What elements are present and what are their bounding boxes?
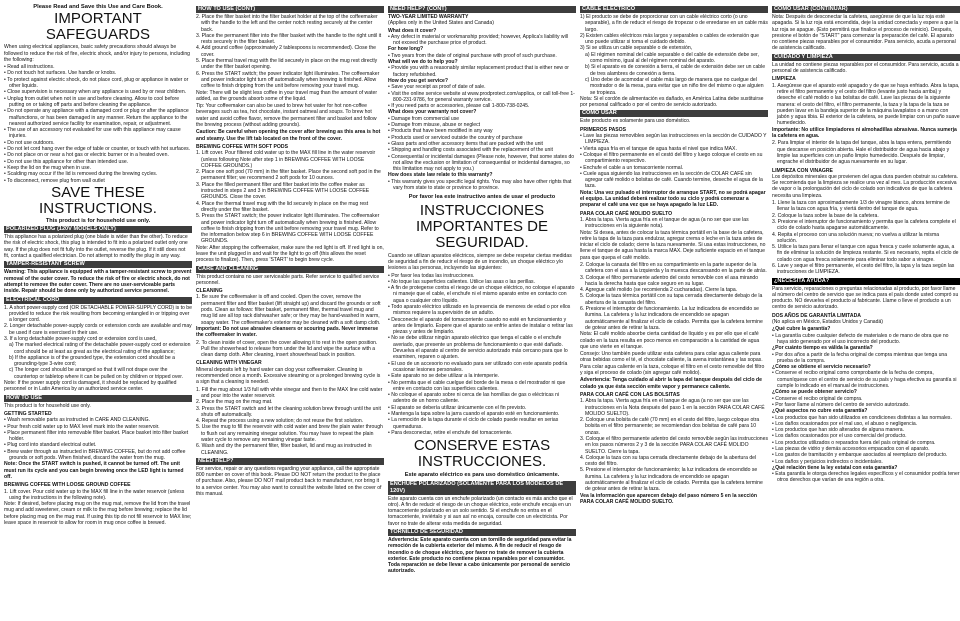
list-item: 5. Presione el interruptor de funcionamiento; la luz indicadora de encendido se ilumina. La cafetera y la luz indicadora de encendido se apagan automáticamente al finalizar el ciclo de colado. Permita que la cafetera termine de gotear antes de retirar la taza. [580, 467, 763, 493]
warranty-answer: • If you need parts or accessories, please call 1-800-738-0245. [388, 103, 530, 110]
list-item: 1. Fill the mug about 1/3 full with white vinegar and then to the MAX line cold water and pour into the water reservoir. [196, 386, 383, 399]
list-item: • No permita que el cable cuelgue del borde de la mesa o del mostrador ni que entre en contacto con las superficies calientes. [388, 379, 566, 392]
vinegar-intro: Mineral deposits left by hard water can clog your coffeemaker. Cleaning is recommended once a month. Excessive steaming or a prolonged brewing cycle is a sign that a cleaning is needed. [196, 366, 381, 386]
section-header-enchufe: ENCHUFE POLARIZADO (SOLAMENTE PARA LOS MODELOS DE 120V) [388, 481, 576, 495]
warranty-answer: • Save your receipt as proof of date of sale. [388, 84, 486, 91]
list-item: 3. If a long detachable power-supply cord or extension cord is used, [4, 335, 157, 342]
bolsitas-note: Vea la información que aparecen debajo del paso número 5 en la sección PARA COLAR CAFÉ MOLIDO SUELTO. [580, 492, 757, 505]
column-2 [196, 4, 384, 617]
section-header-ayuda: ¿NECESITA AYUDA? [772, 278, 960, 285]
list-item: 6. Wash and dry the permanent filter, filter basket, lid and mug as instructed in CLEANING. [196, 443, 372, 456]
list-item: 2. Place the mug on the mug mat. [196, 399, 273, 406]
list-item: 4. Repeat the process using a new solution; do not reuse the first solution. [196, 418, 364, 425]
list-item: 5. Press the START switch; the power indicator light illuminates. The coffeemaker and power indicator light turn off automatically when brewing is finished. Allow coffee to finish dripping from the unit before removing your travel mug. Refer to the information below step 6 in BREWING COFFEE WITH LOOSE COFFEE GROUNDS. [196, 213, 380, 245]
cleaning-important: Important: Do not use abrasive cleansers or scouring pads. Never immerse the coffeemaker in water. [196, 325, 379, 339]
vinegar-title: CLEANING WITH VINEGAR [196, 360, 262, 367]
list-item: • To protect against electric shock, do not place cord, plug or appliance in water or other liquids. [4, 76, 189, 90]
list-item: 1. A short power-supply cord (OR DETACHABLE POWER-SUPPLY CORD) is to be provided to reduce the risk resulting from becoming entangled in or tripping over a longer cord. [4, 304, 192, 324]
list-item: • Todo aparato eléctrico utilizado en la presencia de menores de edad o por ellos mismos requiere la supervisión de un adulto. [388, 303, 571, 317]
list-item: • El uso de un accesorio no evaluado para ser utilizado con este aparato podría ocasionar lesiones personales. [388, 360, 568, 373]
list-item: • Coloque el filtro permanente en el cestó del filtro y luego coloque el cesto en su compartimiento respectivo. [580, 151, 763, 165]
list-item: 3. Place the permanent filter into the filter basket with the handle to the right until it rests securely in the filter basket. [196, 32, 382, 46]
advertencia: Advertencia: Tenga cuidado al abrir la tapa del tanque después del ciclo de colado ya que ésta sección emite vapor y permanece caliente. [580, 377, 762, 390]
garantia-answer: • Por favor llame al número del centro de servicio autorizado. [772, 401, 910, 408]
garantia-answer: • La garantía cubre cualquier defecto de materiales o de mano de obra que no haya sido generado por el uso incorrecto del producto. [772, 332, 949, 345]
enchufe-text: Este aparato cuenta con un enchufe polarizado (un contacto es más ancho que el otro). A fin de reducir el riesgo de un choque eléctrico, este enchufe encaja en un tomacorriente polarizado en un solo sentido. Si el enchufe no entra en el tomacorriente, inviértalo y si aun así no encaja, consulte con un electricista. Por favor no trate de alterar esta medida de seguridad. [388, 495, 573, 527]
list-item: • Para desconectar, retire el enchufe del tomacorriente. [388, 429, 513, 436]
section-header-care: CARE AND CLEANING [196, 266, 384, 273]
list-item: 3. Presione el interruptor de funcionamiento y permita que la cafetera complete el ciclo de colado hasta apagarse automáticamente. [772, 218, 956, 232]
list-item: • Los productos que han sido utilizados en condiciones distintas a las normales. [772, 414, 952, 421]
list-item: c) Uno debe de acomodar el cable más largo de manera que no cuelgue del mostrador o de la mesa, para evitar que un niño tire del mismo o que alguien se tropieza. [585, 76, 764, 96]
list-item: 1. Be sure the coffeemaker is off and cooled. Open the cover, remove the permanent filter and filter basket (lift straight up) and discard the grounds or soft pods. Clean as follows: filter basket, permanent filter, thermal travel mug and mug lid are all top rack dishwasher safe; or they may be hand-washed in warm, soapy water. The coffeemaker's exterior may be cleaned with a soft damp cloth. [196, 294, 381, 326]
spanish-read-note: Por favor lea este instructivo antes de usar el producto [408, 194, 556, 201]
list-item: 1. Asegúrese que el aparato esté apagado y de que se haya enfriado. Abra la tapa, retire el filtro permanente y el cesto del filtro (levante justo hacia arriba) y deseche el café molido o las bolsitas de café. Lave las piezas de la siguiente manera: el cesto del filtro, el filtro permanente, la taza y la tapa de la taza se pueden lavar en la bandeja superior de la máquina lavaplatos o a mano con jabón y agua tibia. El exterior de la cafetera, se puede limpiar con un paño suave humedecido. [772, 82, 960, 127]
section-header-cord: ELECTRICAL CORD [4, 297, 192, 304]
list-item: 1. Lift cover. Pour filtered cold water up to the MAX fill line in the water reservoir (unless following Note after step 1 in BREWING COFFEE WITH LOOSE COFFEE GROUNDS.) [196, 150, 376, 169]
spanish-intro: Cuando se utilizan aparatos eléctricos, siempre se debe respetar ciertas medidas de seguridad a fin de reducir el riesgo de un incendio, un choque eléctrico y/o lesiones a las personas, incluyendo las siguientes: [388, 252, 572, 272]
tornillo-text: Advertencia: Este aparato cuenta con un tornillo de seguridad para evitar la remoción de la cubierta exterior del mismo. A fin de reducir el riesgo de incendio o de choque eléctrico, por favor no trate de remover la cubierta exterior. Este producto no contiene piezas reparables por el consumidor. Toda reparación se debe llevar a cabo únicamente por personal de servicio autorizado. [388, 537, 572, 575]
list-item: 4. Add ground coffee (approximately 2 tablespoons is recommended). Close the cover. [196, 45, 376, 58]
list-item: b) Si el aparato es de conexión a tierra, el cable de extensión debe ser un cable de tres alambres de conexión a tierra. [585, 64, 766, 77]
safeguards-list [4, 64, 192, 184]
section-header-tornillo: TORNILLO DE SEGURIDAD [388, 529, 576, 536]
column-5 [772, 4, 960, 617]
list-item: a) El régimen nominal del cable separable o del cable de extensión debe ser, como mínimo, igual al del régimen nominal del aparato. [585, 51, 759, 65]
garantia-answer: • Esta garantía le otorga derechos legales específicos y el consumidor podría tener otros derechos que varían de una región a otra. [772, 471, 960, 484]
garantia-answer: • Por dos años a partir de la fecha original de compra mientras que tenga una prueba de la compra. [772, 351, 948, 364]
warranty-question: How does state law relate to this warranty? [388, 172, 493, 179]
read-save-note: Please Read and Save this Use and Care Book. [33, 4, 163, 10]
list-item: 2. Para limpiar el interior de la tapa del tanque, abra la tapa entera, permitiendo que descanse en posición abierta. Hale el distribuidor de agua hacia abajo y limpie las superficies con un paño limpio humedecido. Después de limpiar, engrache el distribuidor de agua nuevamente en su lugar. [772, 140, 952, 166]
list-item: • Close supervision is necessary when any appliance is used by or near children. [4, 89, 187, 96]
soft-pods-title: BREWING COFFEE WITH SOFT PODS [196, 143, 288, 150]
list-item: • Scalding may occur if the lid is removed during the brewing cycles. [4, 171, 158, 178]
list-item: • Cuele agua siguiendo las instrucciones en la sección de COLAR CAFÉ sin agregar café molido o bolsitas de café. Cuando termine, deseche el agua de la taza. [580, 170, 763, 190]
brew-tip: Tip: Your coffeemaker can also be used to brew hot water for hot non-coffee beverages such as tea, hot chocolate, instant oatmeal and soups. To brew hot water and avoid coffee flavor, remove the permanent filter and basket and follow the brewing process (without adding grounds). [196, 103, 377, 129]
primeros-note: Nota: Una vez pulsado el interruptor de arranque START, no se podrá apagar el equipo. La unidad deberá realizar todo su ciclo y podrá comenzar a preparar el café una vez que se haya apagado la luz LED. [580, 189, 766, 209]
garantia-question: ¿Cómo se obtiene el servicio necesario? [772, 364, 871, 371]
section-header-como-usar: COMO USAR [580, 110, 768, 117]
section-header-need-help: NEED HELP? [196, 458, 384, 465]
section-header-polarized: POLARIZED PLUG (120V MODELS ONLY) [4, 226, 192, 233]
getting-started-note: Note: Once the START switch is pushed, it cannot be turned off. The unit must run its cycle and you can begin brewing once the LED light is turned off. [4, 461, 184, 480]
molido-note-2: Nota: El café molido absorbe cierta cantidad de líquido y es por ello que el café colado en la taza resulta en poco menos en comparación a la cantidad de agua que uno vierte en el tanque. [580, 331, 760, 350]
list-item: c) The longer cord should be arranged so that it will not drape over the countertop or tabletop where it can be pulled on by children or tripped over. [9, 367, 184, 380]
consejo: Consejo: Uno también puede utilizar esta cafetera para colar agua caliente para otras bebidas como el té, el chocolate caliente, la avena instantánea y las sopas. Para colar agua caliente en la taza, coloque el filtro en el cesto removible del filtro y siga el proceso de colado (sin agregar café molido). [580, 351, 765, 377]
section-header-como-usar-cont: COMO USAR (CONTINUAR) [772, 6, 960, 13]
list-item: 2. Coloque la taza sobre la base de la cafetera. [772, 212, 879, 219]
brew-caution: Caution: Be careful when opening the cover after brewing as this area is hot and steamy. Use the lift tab located on the front of the cover. [196, 129, 381, 142]
como-usar-cont-note: Nota: Después de desconectar la cafetera, asegúrese de que la luz roja esté apagada. Si la luz roja está encendida, deje la unidad conectada y espere a que la luz roja se apague. (Esto permitirá que finalice el proceso de reinicio). Después, presione el botón de "START" para comenzar la preparación del café. El aparato no contiene piezas reparables por el consumidor. Para servicio, acuda a personal de asistencia calificado. [772, 14, 959, 52]
list-item: a) The marked electrical rating of the detachable power-supply cord or extension cord should be at least as great as the electrical rating of the appliance; [9, 342, 191, 355]
list-item: 2. Coloque una bolsita de café (70 mm) en el cesto del filtro, luego coloque otra bolsita en el filtro permanente; se recomiendan dos bolsitas de café para 10 onzas. [580, 417, 760, 436]
list-item: 1. Lift cover. Pour cold water up to the MAX fill line in the water reservoir (unless using the instructions in the following note). [4, 488, 185, 501]
soft-pods-note: Note: After stopping the coffeemaker, make sure the red light is off. If red light is on, leave the unit plugged in and wait for the light to go off (this allows the reset process to finalize). Then, press 'START' to begin brew cycle. [196, 244, 384, 264]
spanish-save-title: CONSERVE ESTAS INSTRUCCIONES. [413, 437, 551, 471]
cord-note: Note: If the power supply cord is damaged, it should be replaced by qualified personnel or in Latin America by an authorized service center. [4, 380, 177, 393]
limpieza-title: LIMPIEZA [772, 76, 796, 83]
tamper-text: Warning: This appliance is equipped with a tamper-resistant screw to prevent removal of the outer cover. To reduce the risk of fire or electric shock, do not attempt to remove the outer cover. There are no user-serviceable parts inside. Repair should be done only by authorized service personnel. [4, 269, 192, 295]
garantia-question: ¿Qué aspectos no cubre esta garantía? [772, 408, 868, 415]
list-item: • Los productos que han sido alterados de alguna manera. [772, 427, 905, 434]
list-item: • Damage from misuse, abuse or neglect [388, 122, 481, 129]
list-item: • Vierta agua fría en el tanque de agua hasta el nivel que indica MAX. [580, 145, 737, 152]
warranty-question: What does your warranty not cover? [388, 109, 477, 116]
list-item: • Las piezas de vidrio y demás accesorios empacados con el aparato. [772, 446, 930, 452]
list-item: • Do not use this appliance for other than intended use. [4, 158, 129, 165]
list-item: 1. Abra la tapa. Vierta agua fría en el tanque de agua (a no ser que use las instrucciones en la Nota después del paso 1 en la sección PARA COLAR CAFÉ MOLIDO SUELTO). [580, 398, 765, 417]
brew-note: Note: There will be slight less coffee in your travel mug than the amount of water added, as the grounds absorb some of the liquid. [196, 89, 378, 102]
list-item: 5. Use the mug to fill the reservoir with cold water and brew the plain water through to flush out any remaining vinegar solution. You may have to repeat the plain water cycle to remove any remaining vinegar taste. [196, 424, 383, 443]
list-item: • No se debe utilizar ningún aparato eléctrico que tenga el cable o el enchufe averiado, que presente un problema de funcionamiento o que esté dañado. Devuelva el aparato al centro de servicio autorizado más cercano para que lo examinen, reparen o ajusten. [388, 335, 568, 361]
cable-note: Nota: Si el cordón de alimentación es dañado, en América Latina debe sustituirse por personal calificado o por el centro de servicio autorizado. [580, 95, 764, 109]
list-item: 2. Place the filter basket into the filter basket holder at the top of the coffeemaker with the handle to the left and the center notch resting securely at the center back. [196, 14, 378, 33]
warranty-answer: • Two years from the date of original purchase with proof of such purchase. [388, 52, 557, 59]
warranty-answer: • This warranty gives you specific legal rights. You may also have other rights that vary from state to state or province to province. [388, 178, 572, 192]
list-item: 2. Longer detachable power-supply cords or extension cords are available and may be used if care is exercised in their use. [4, 323, 192, 336]
how-to-use-text: This product is for household use only. [4, 402, 91, 409]
column-1 [4, 4, 192, 617]
warranty-question: What will we do to help you? [388, 59, 458, 66]
list-item: 2. Coloque la canasta del filtro en su compartimiento en la parte superior de la cafetera con el asa a la izquierda y la muesca descansando en la parte de atrás. [580, 261, 767, 275]
list-item: • Consequential or incidental damages (Please note, however, that some states do not allow the exclusion or limitation of consequential or incidental damages, so this limitation may not apply to you.) [388, 153, 575, 173]
list-item: 1. Llene la taza con aproximadamente 1/3 de vinagre blanco, ahora termine de llenar la taza con agua fría, y viertá dentro del tanque de agua. [772, 200, 950, 213]
list-item: • Lave las piezas removibles según las instrucciones en la sección de CUIDADO Y LIMPIEZA. [580, 133, 767, 146]
list-item: b) If the appliance is of the grounded type, the extension cord should be a grounding-type 3-wire cord; [9, 354, 175, 368]
warranty-question: What does it cover? [388, 27, 437, 34]
garantia-question: ¿Qué relación tiene la ley estatal con esta garantía? [772, 464, 898, 471]
spanish-household: Este aparato eléctrico es para uso doméstico únicamente. [404, 472, 560, 479]
list-item: • Los productos utilizados o reparados fuera del país original de compra. [772, 439, 936, 446]
warranty-sub: (Applies only in the United States and Canada) [388, 20, 494, 27]
list-item: 1) El producto se debe de proporcionar con un cable eléctrico corto (o uno separable), a fin de reducir el riesgo de tropezar o de enredarse en un cable más largo. [580, 14, 768, 33]
list-item: • Este aparato no se debe utilizar a la intemperie. [388, 373, 500, 380]
list-item: 2) Existen cables eléctricos más largos y separables o cables de extensión que uno puede utilizar si toma el cuidado debido. [580, 32, 759, 46]
section-header-how-to-use-cont: HOW TO USE (CONT) [196, 6, 384, 13]
list-item: • A fin de protegerse contra el riesgo de un choque eléctrico, no coloque el aparato ni maneje que el cable, el enchufe ni el mismo aparato entre en contacto con agua o cualquier otro líquido. [388, 285, 575, 304]
list-item: • The use of an accessory not evaluated for use with this appliance may cause injuries. [4, 127, 181, 140]
warranty-title: TWO-YEAR LIMITED WARRANTY [388, 14, 469, 20]
section-header-need-help-cont: NEED HELP? (CONT) [388, 6, 576, 13]
list-item: 2. To clean inside of cover, open the cover allowing it to rest in the open position. Pull the showerhead to release from under the lid and wipe the surface with a clean damp cloth. After cleaning, insert showerhead back in position. [196, 339, 378, 359]
list-item: • Enchufe el cable a un tomacorriente normal. [580, 164, 684, 171]
garantia-question: ¿Por cuánto tiempo es válida la garantía? [772, 345, 873, 352]
safeguards-intro: When using electrical appliances, basic safety precautions should always be followed to reduce the risk of fire, electric shock, and/or injury to persons, including the following: [4, 44, 191, 63]
section-header-cable: CABLE ELÉCTRICO [580, 6, 768, 13]
list-item: • Mantenga la tapa sobre la jarra cuando el aparato esté en funcionamiento. [388, 411, 560, 418]
list-item: • La remoción de la tapa durante el ciclo de colado puede resultar en serias quemaduras. [388, 417, 559, 430]
list-item: 3. Coloque el filtro permanente adentro del cesto removible según las instrucciones en los pasos números 2 y 3 de la sección PARA COLAR CAFÉ MOLIDO SUELTO. Cierre la tapa. [580, 436, 768, 455]
molido-title: PARA COLAR CAFÉ MOLIDO SUELTO [580, 210, 673, 217]
warranty-question: For how long? [388, 46, 424, 53]
section-header-how-to-use: HOW TO USE [4, 395, 192, 402]
list-item: • Los daños ocasionados por el mal uso, el abuso o negligencia. [772, 420, 918, 427]
list-item: 5. Utilice la taza para llenar el tanque con agua fresca y cuele solamente agua, a fin de eliminar la solución de limpieza restante. Si es necesario, repita el ciclo de colado con agua fresca solamente para eliminar todo sabor a vinagre. [772, 244, 959, 263]
list-item: 3. Place the filled permanent filter and filter basket into the coffee maker as instructed in steps 2 and 3 in BREWING COFFEE WITH LOOSE COFFEE GROUNDS. Close the cover. [196, 181, 370, 201]
loose-coffee-title: BREWING COFFEE WITH LOOSE GROUND COFFEE [4, 482, 131, 489]
list-item: • Unplug from outlet when not in use and before cleaning. Allow to cool before putting on or taking off parts and before cleaning the appliance. [4, 95, 180, 108]
warranty-answer: • Provide you with a reasonably similar replacement product that is either new or factory refurbished. [388, 65, 569, 78]
list-item: 6. Press the START switch; the power indicator light illuminates. The coffeemaker and power indicator light turn off automatically when brewing is finished. Allow coffee to finish dripping from the unit before removing your travel mug. [196, 70, 380, 90]
list-item: 6. Presione el interruptor de funcionamiento. La luz indicadora de encendido se ilumina. La cafetera y la luz indicadora de encendido se apagan automáticamente al finalizar el ciclo de colado. Permita que la cafetera termine de gotear antes de retirar la taza. [580, 306, 763, 331]
list-item: 2. Place one soft pod (70 mm) in the filter basket. Place the second soft pod in the permanent filter; we recommend 2 soft pods for 10 ounces. [196, 169, 381, 182]
como-usar-text: Este producto es solamente para uso doméstico. [580, 118, 691, 125]
vinagre-intro: Los depósitos minerales que provienen del agua dura pueden obstruir su cafetera. Se recomienda que la limpieza se realice una vez al mes. La producción excesiva de vapor o la prolongación del ciclo de colado son indicativos de que la cafetera necesita una limpieza. [772, 173, 959, 199]
ayuda-text: Para servicio, reparaciones o preguntas relacionadas al producto, por favor llame al número del centro de servicio que se indica para el país donde usted compró su producto. NO devuelva el producto al fabricante. Llame o lleve el producto a un centro de servicio autorizado. [772, 285, 959, 311]
list-item: • Desconecte el aparato del tomacorriente cuando no esté en funcionamiento y antes de limpiarlo. Espere que el aparato se enfríe antes de instalar o retirar las piezas y antes de limpiarlo. [388, 316, 573, 336]
vinagre-title: LIMPIEZA CON VINAGRE [772, 167, 833, 174]
bolsitas-title: PARA COLAR CAFÉ CON LAS BOLSITAS [580, 391, 680, 398]
list-item: 5. Coloque la taza térmica portátil con su tapa cerrada directamente debajo de la abertura de la canasta del filtro. [580, 293, 763, 306]
list-item: • No toque las superficies calientes. Utilice las asas o las perillas. [388, 278, 536, 285]
list-item: • Do not touch hot surfaces. Use handle or knobs. [4, 70, 117, 77]
list-item: 4. Agregue café molido (se recomienda 2 cucharadas). Cierre la tapa. [580, 287, 738, 294]
list-item: 1. Abra la tapa. Vierta agua fría en el tanque de agua (a no ser que use las instrucciones en la siguiente nota). [580, 216, 749, 230]
section-header-tamper: TAMPER-RESISTANT SCREW [4, 261, 192, 268]
list-item: • Brew water through as instructed in BREWING COFFEE, but do not add coffee grounds or soft pods. When finished, discard the water from the mug. [4, 448, 186, 462]
household-note: This product is for household use only. [45, 217, 151, 224]
important-safeguards-title: IMPORTANT SAFEGUARDS [45, 10, 151, 44]
list-item: 6. Lave y seque el filtro permanente, el cesto del filtro, la tapa y la taza según las instrucciones de LIMPIEZA. [772, 262, 955, 276]
limpieza-importante: Importante: No utilice limpiadores ni almohadillas abrasivas. Nunca sumerja la cafetera en agua. [772, 126, 957, 140]
list-item: • Read all instructions. [4, 64, 55, 71]
getting-started-title: GETTING STARTED [4, 410, 52, 417]
list-item: • Los daños y perjuicios indirectos o incidentales. [772, 458, 883, 465]
spanish-safeguards-title: INSTRUCCIONES IMPORTANTES DE SEGURIDAD. [416, 201, 548, 251]
list-item: • Los gastos de tramitación y embarque asociados al reemplazo del producto. [772, 452, 948, 459]
list-item: 3. Press the START switch and let the cleaning solution brew through until the unit shuts off automatically. [196, 405, 381, 418]
garantia-sub: (No aplica en México, Estados Unidos y Canadá) [772, 319, 883, 326]
polarized-text: This appliance has a polarized plug (one blade is wider than the other). To reduce the risk of electric shock, this plug is intended to fit into a polarized outlet only one way. If the plug does not fit fully into the outlet, reverse the plug. If it still does not fit, contact a qualified electrician. Do not attempt to modify the plug in any way. [4, 234, 188, 260]
list-item: 3) Si se utiliza un cable separable o de extensión, [580, 45, 693, 52]
list-item: • Keep the lid on the mug when in use. [4, 164, 92, 171]
warranty-answer: • Visit the online service website at www.prodprotect.com/applica, or call toll-free 1-800-231-9786, for general warranty service. [388, 90, 575, 103]
cleaning-title: CLEANING [196, 288, 223, 295]
list-item: • Plug cord into standard electrical outlet. [4, 442, 97, 449]
list-item: • Products used or serviced outside the country of purchase [388, 134, 523, 141]
list-item: 4. Place the thermal travel mug with the lid securely in place on the mug rest directly under the filter basket. [196, 200, 369, 213]
list-item: • Damage from commercial use [388, 115, 460, 122]
list-item: • Products that have been modified in any way [388, 128, 493, 135]
list-item: • No coloque el aparato sobre ni cerca de las hornillas de gas o eléctricas ni adentro de un horno caliente. [388, 392, 560, 405]
list-item: • Glass parts and other accessory items that are packed with the unit [388, 140, 543, 147]
list-item: • Do not let cord hang over the edge of table or counter, or touch with hot surfaces. [4, 146, 191, 153]
garantia-question: ¿Qué cubre la garantía? [772, 326, 831, 333]
molido-note: Nota: Si desea, antes de colocar la taza térmica portátil en la base de la cafetera, retire la tapa de la taza para endulzar, agregar crema o leche en la taza antes de iniciar el ciclo de colado; cierre la taza nuevamente. Si usa estas instrucciones, no llene el tanque de agua hasta la marca MAX. Deje suficiente espacio en el tanque para que quepa el café molido. [580, 229, 766, 261]
list-item: • Por favor lea todas las instrucciones. [388, 272, 475, 279]
column-3 [388, 4, 576, 617]
garantia-answer: • Conserve el recibo original de compra. [772, 395, 863, 402]
primeros-pasos-title: PRIMEROS PASOS [580, 126, 627, 133]
cuidado-intro: La unidad no contiene piezas reparables por el consumidor. Para servicio, acuda a personal de asistencia calificado. [772, 61, 959, 75]
warranty-question: How do you get service? [388, 77, 449, 84]
list-item: 3. Coloque el filtro permanente adentro del cesto removible con el asa mirando hacia la derecha hasta que calce seguro en su lugar. [580, 274, 759, 287]
list-item: • El aparato se debería utilizar únicamente con el fin previsto. [388, 404, 527, 411]
loose-coffee-note: Note: If desired, before placing mug on the mug mat, remove the lid from the travel mug and add sweetener, cream or milk to the mug before brewing; replace the lid before placing mug on the mug mat. If using this tip do not fill reservoir to MAX line; leave space in reservoir to allow for room in mug once coffee is brewed. [4, 501, 192, 526]
list-item: • Wash removable parts as instructed in CARE AND CLEANING. [4, 417, 150, 424]
list-item: • Do not place on or near a hot gas or electric burner or in a heated oven. [4, 152, 169, 159]
list-item: • Pour fresh cold water up to MAX level mark into the water reservoir. [4, 423, 160, 430]
list-item: • Los daños ocasionados por el uso comercial del producto. [772, 433, 907, 440]
warranty-answer: • Any defect in material or workmanship provided; however, Applica's liability will not exceed the purchase price of product. [388, 33, 568, 47]
list-item: 5. Place thermal travel mug with the lid securely in place on the mug rest directly under the filter basket opening. [196, 58, 378, 71]
column-4 [580, 4, 768, 617]
list-item: • Do not use outdoors. [4, 139, 55, 146]
list-item: 4. Coloque la taza con su tapa cerrada directamente debajo de la abertura del cesto del filtro. [580, 454, 757, 468]
save-instructions-title: SAVE THESE INSTRUCTIONS. [39, 183, 157, 217]
care-intro: This product contains no user serviceable parts. Refer service to qualified service personnel. [196, 273, 380, 286]
list-item: • Shipping and handling costs associated with the replacement of the unit [388, 147, 553, 154]
list-item: • Do not operate any appliance with a damaged cord or plug or after the appliance malfunctions, or has been damaged in any manner. Return the appliance to the nearest authorized service facility for examination, repair, or adjustment. [4, 108, 189, 127]
list-item: 4. Repita el proceso con una solución nueva; no vuelva a utilizar la misma solución. [772, 231, 940, 244]
list-item: • To disconnect, remove plug from wall outlet [4, 177, 105, 184]
list-item: • Place permanent filter into removable filter basket. Place basket into filter basket holder. [4, 429, 189, 443]
need-help-text: For service, repair or any questions regarding your appliance, call the appropriate 800 number on cover of this book. Please DO NOT return the product to the place of purchase. Also, please DO NOT mail product back to manufacturer, nor bring it to a service center. You may also want to consult the website listed on the cover of this manual. [196, 465, 382, 498]
garantia-title: DOS AÑOS DE GARANTÍA LIMITADA [772, 312, 861, 319]
section-header-cuidado: CUIDADO Y LIMPIEZA [772, 54, 960, 61]
garantia-answer: • Conserve el recibo original como comprobante de la fecha de compra, comuníquese con el centro de servicio de su país y haga efectiva su garantía si cumple lo indicado en el manual de instrucciones. [772, 370, 957, 390]
garantia-question: ¿Cómo se puede obtener servicio? [772, 389, 857, 396]
